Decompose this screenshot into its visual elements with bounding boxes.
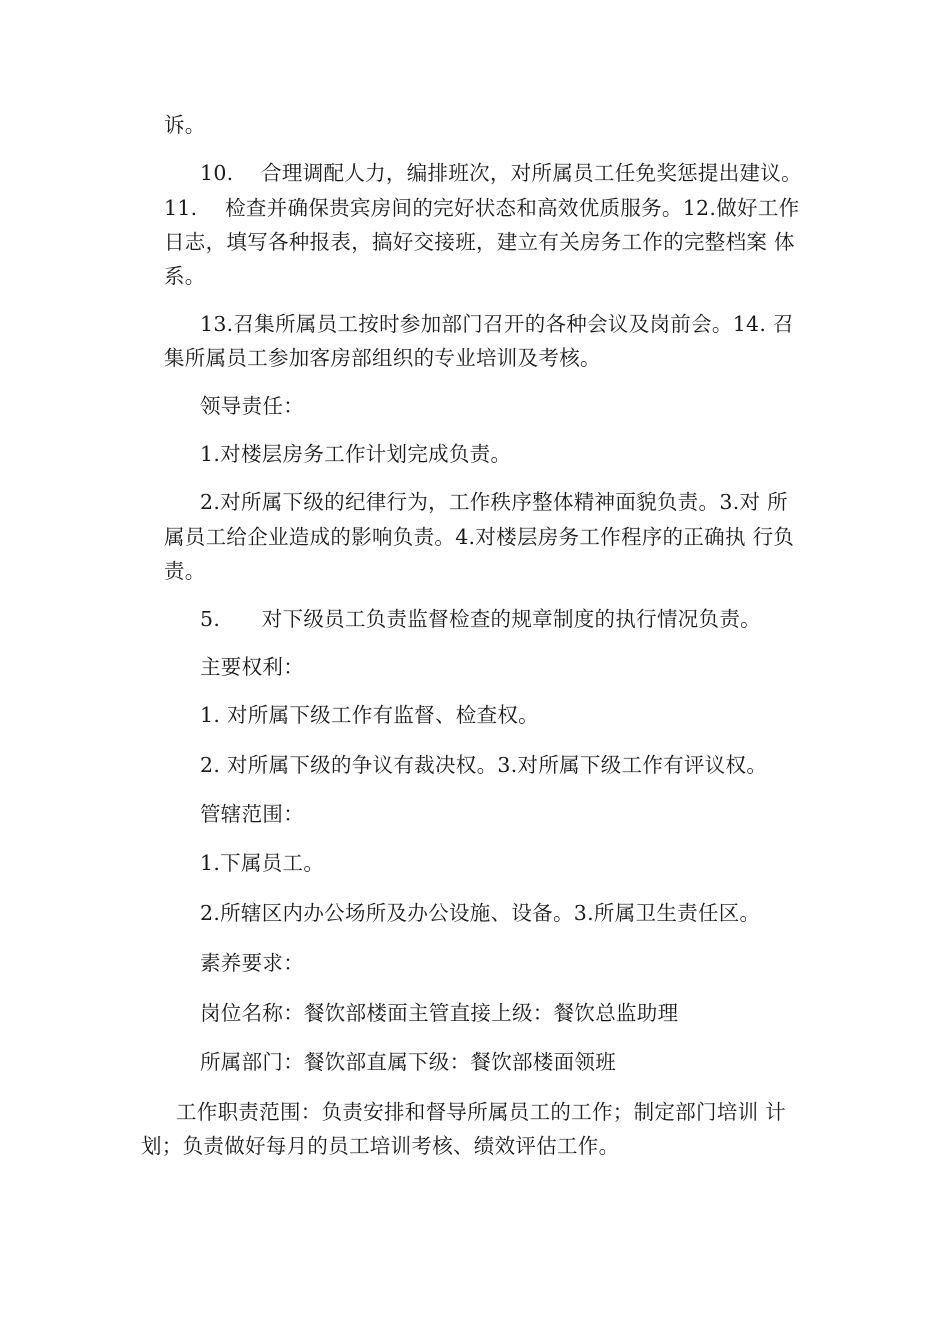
text-line: 系。 <box>164 264 206 288</box>
text-line: 诉。 <box>164 113 206 137</box>
section-heading: 领导责任： <box>200 394 304 418</box>
text-line: 日志，填写各种报表，搞好交接班，建立有关房务工作的完整档案 体 <box>164 230 795 254</box>
text-line: 11. 检查并确保贵宾房间的完好状态和高效优质服务。12.做好工作 <box>164 196 800 220</box>
text-line: 2.对所属下级的纪律行为，工作秩序整体精神面貌负责。3.对 所 <box>200 490 788 514</box>
text-line: 1.对楼层房务工作计划完成负责。 <box>200 442 512 466</box>
text-line: 2.所辖区内办公场所及办公设施、设备。3.所属卫生责任区。 <box>200 901 761 925</box>
text-line: 1. 对所属下级工作有监督、检查权。 <box>200 703 539 727</box>
section-heading: 管辖范围： <box>200 802 304 826</box>
text-line: 1.下属员工。 <box>200 851 325 875</box>
text-line: 5. 对下级员工负责监督检查的规章制度的执行情况负责。 <box>200 607 761 631</box>
section-heading: 素养要求： <box>200 951 304 975</box>
text-line: 所属部门：餐饮部直属下级：餐饮部楼面领班 <box>200 1050 616 1074</box>
text-line: 责。 <box>164 559 206 583</box>
text-line: 岗位名称：餐饮部楼面主管直接上级：餐饮总监助理 <box>200 1001 679 1025</box>
text-line: 10. 合理调配人力，编排班次，对所属员工任免奖惩提出建议。 <box>200 161 802 185</box>
text-line: 属员工给企业造成的影响负责。4.对楼层房务工作程序的正确执 行负 <box>164 525 795 549</box>
text-line: 集所属员工参加客房部组织的专业培训及考核。 <box>164 346 601 370</box>
text-line: 2. 对所属下级的争议有裁决权。3.对所属下级工作有评议权。 <box>200 753 768 777</box>
section-heading: 主要权利： <box>200 655 304 679</box>
text-line: 划；负责做好每月的员工培训考核、绩效评估工作。 <box>141 1134 620 1158</box>
text-line: 13.召集所属员工按时参加部门召开的各种会议及岗前会。14. 召 <box>200 312 794 336</box>
text-line: 工作职责范围：负责安排和督导所属员工的工作；制定部门培训 计 <box>176 1100 787 1124</box>
